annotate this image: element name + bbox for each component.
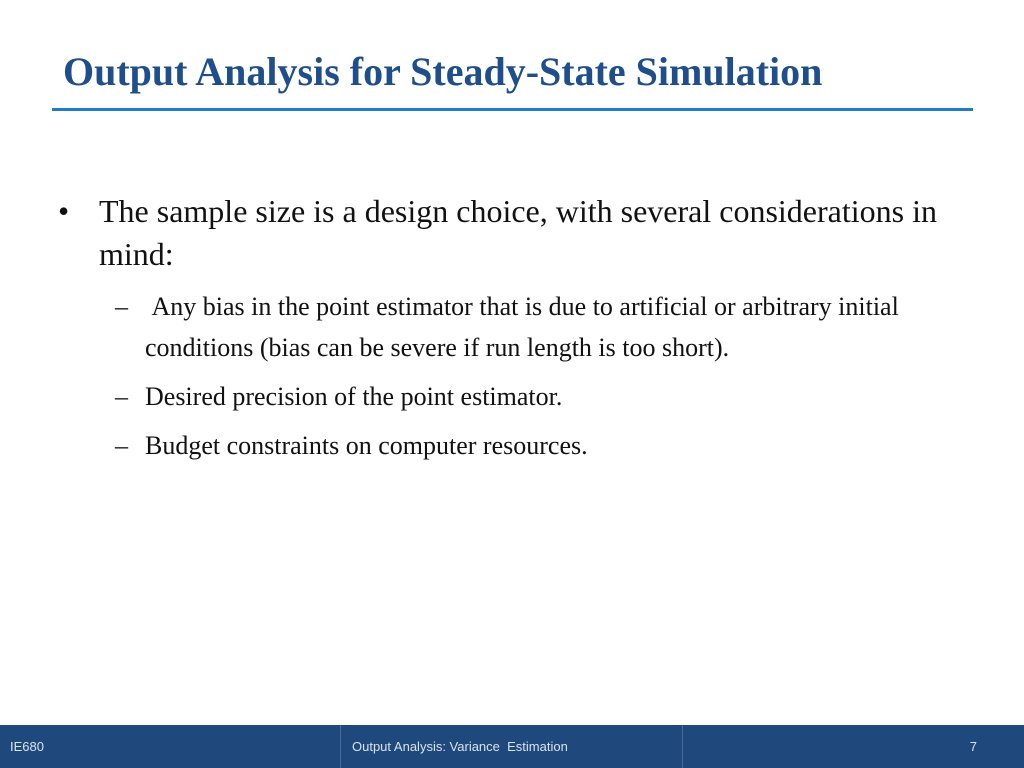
footer-topic: Output Analysis: Variance Estimation bbox=[341, 725, 683, 768]
bullet-item bbox=[58, 190, 958, 276]
footer-course-code: IE680 bbox=[0, 725, 341, 768]
sub-bullet-text: Budget constraints on computer resources. bbox=[145, 431, 588, 460]
bullet-list bbox=[58, 190, 958, 474]
sub-bullet-marker: – bbox=[115, 382, 128, 411]
bullet-marker: • bbox=[58, 193, 70, 229]
sub-bullet-marker: – bbox=[115, 431, 128, 460]
slide-title: Output Analysis for Steady-State Simulation bbox=[63, 49, 823, 94]
sub-bullet-item bbox=[58, 286, 958, 368]
sub-bullet-text: Desired precision of the point estimator. bbox=[145, 382, 563, 411]
sub-bullet-item bbox=[58, 425, 958, 466]
slide-footer bbox=[0, 725, 1024, 768]
title-divider bbox=[52, 108, 973, 111]
sub-bullet-item bbox=[58, 376, 958, 417]
sub-bullet-marker: – bbox=[115, 292, 128, 321]
bullet-text: The sample size is a design choice, with several considerations in mind: bbox=[99, 193, 937, 272]
sub-bullet-text: Any bias in the point estimator that is due to artificial or arbitrary initial conditions (bias can be severe if run length is too short). bbox=[145, 292, 906, 362]
footer-page-number: 7 bbox=[969, 739, 977, 754]
